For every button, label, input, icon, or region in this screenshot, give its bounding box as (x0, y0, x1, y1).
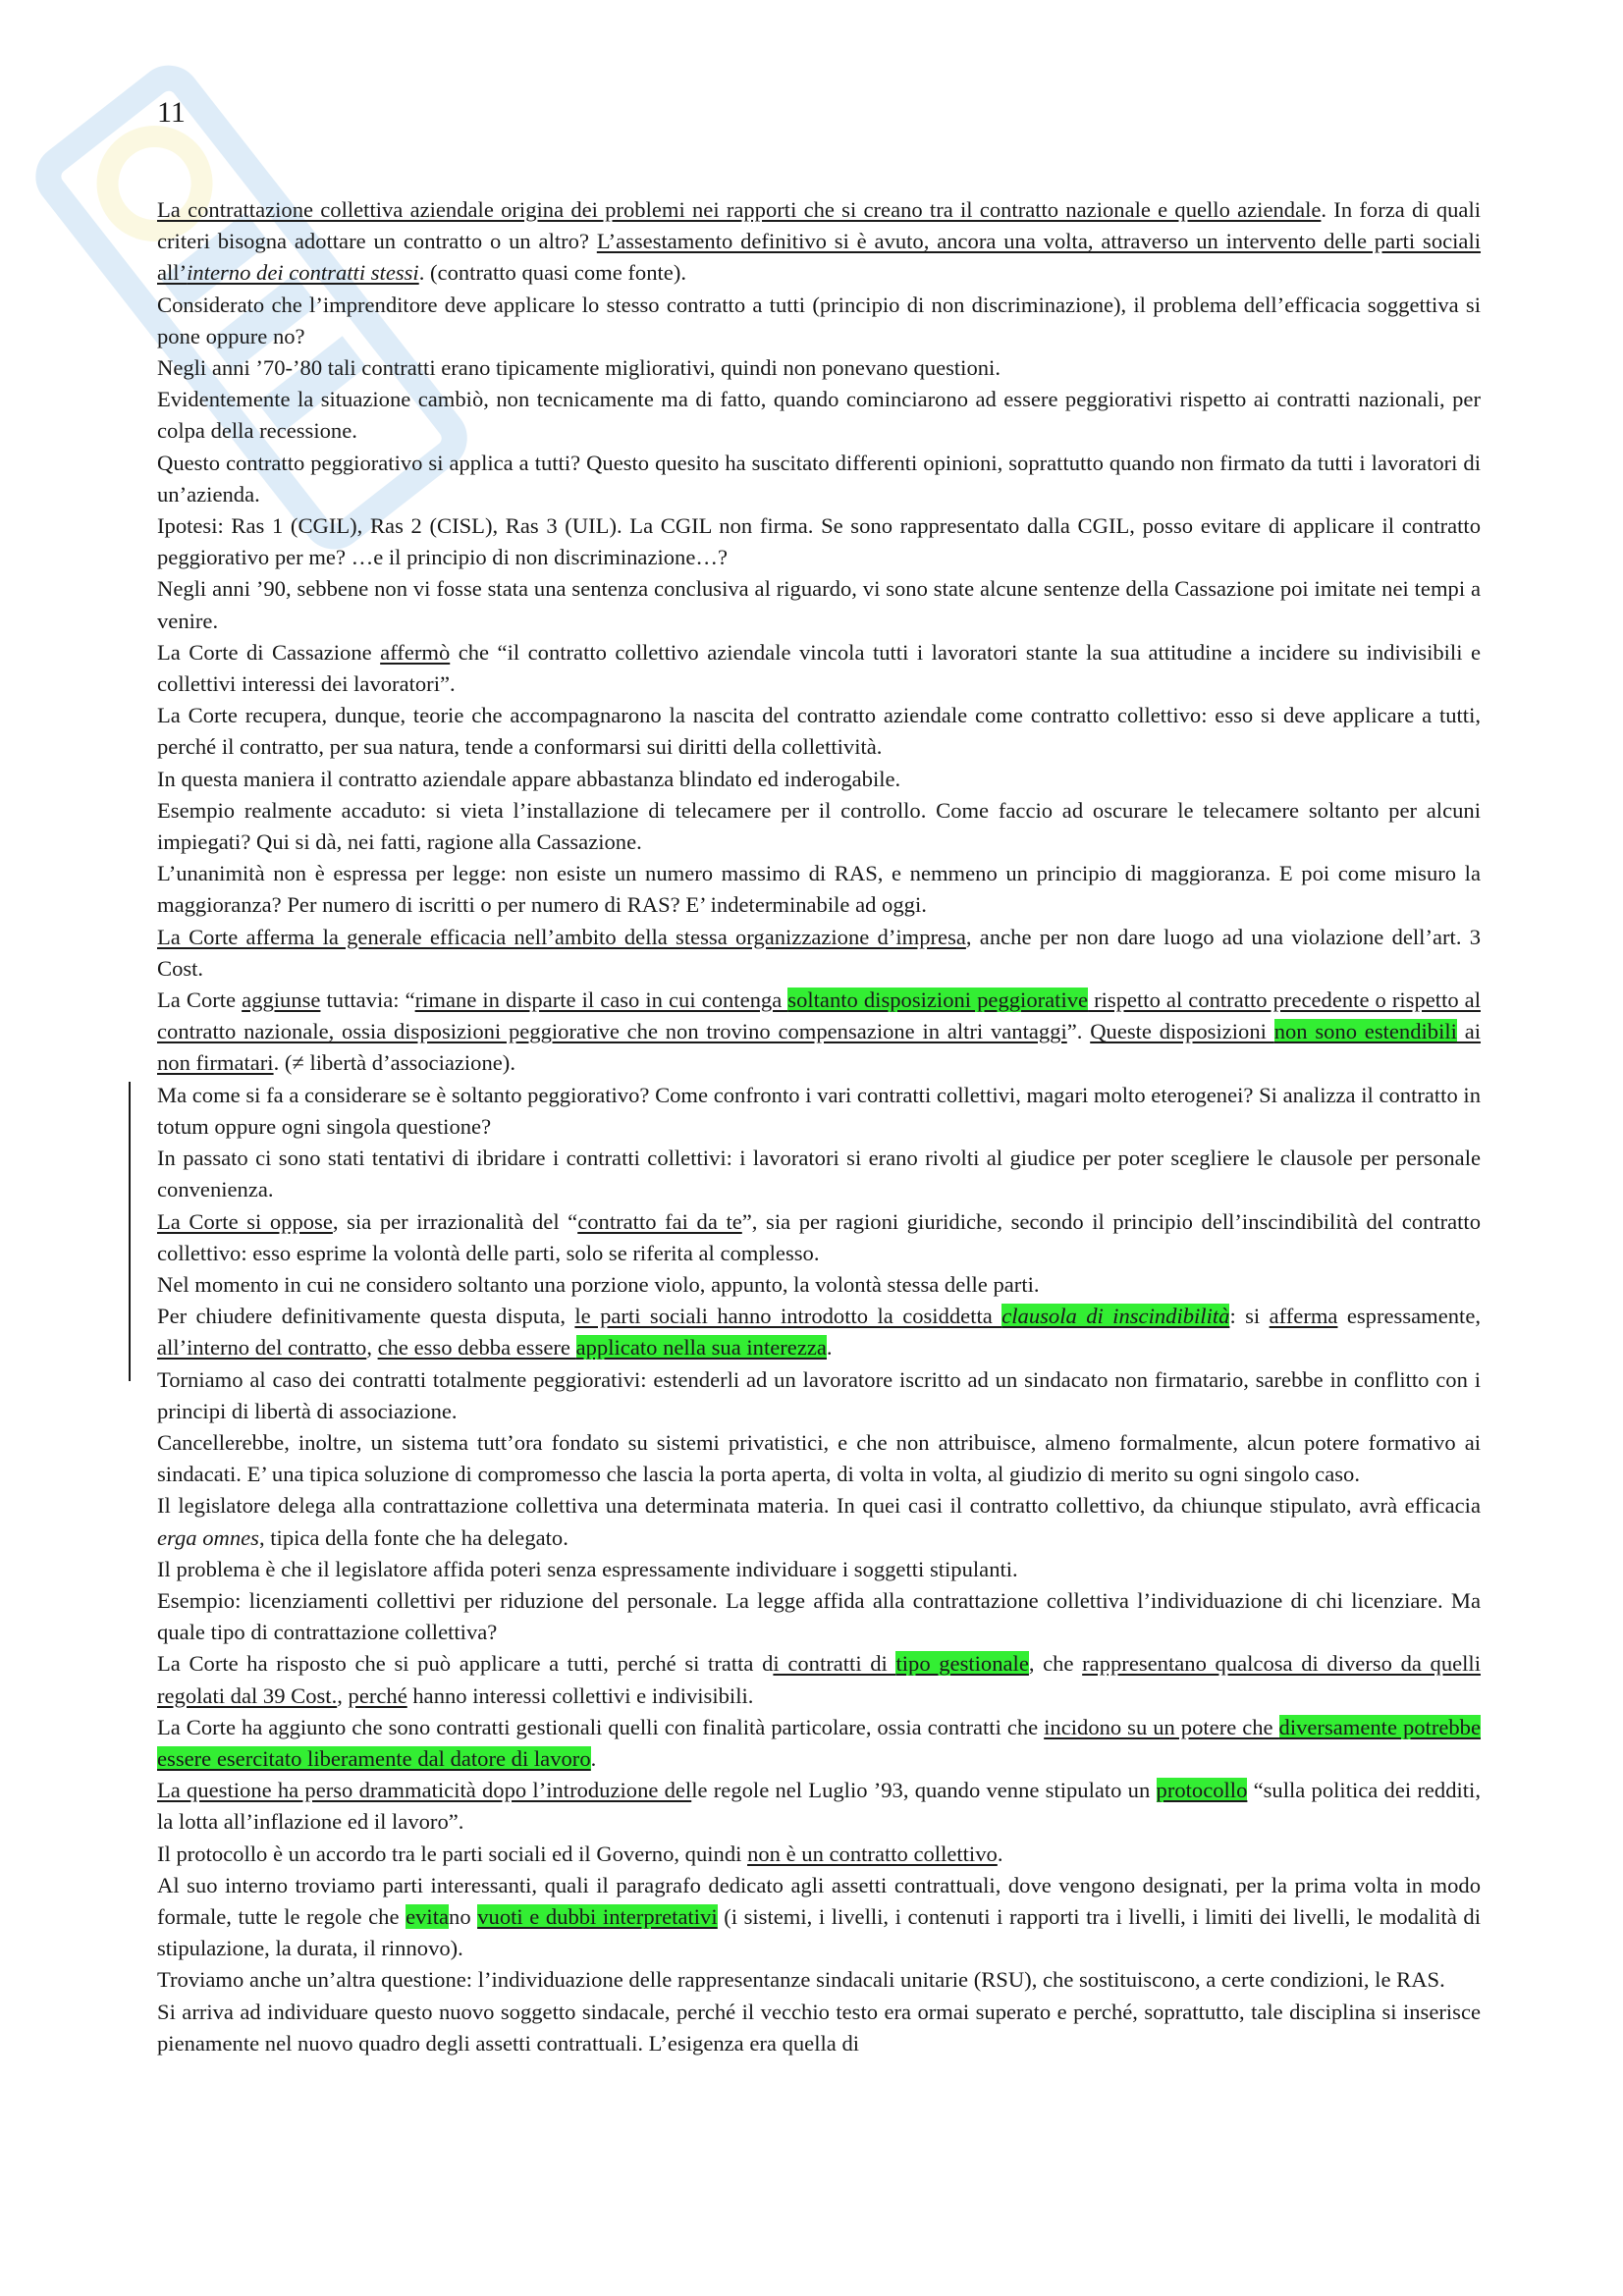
paragraph (157, 384, 1481, 447)
text-run: hanno interessi collettivi e indivisibili. (406, 1682, 754, 1708)
text-run: Si arriva ad individuare questo nuovo soggetto sindacale, perché il vecchio testo era ormai superato e perché, soprattutto, tale disciplina si inserisce pienamente nel nuovo quadro degli assetti contrattuali. L’esigenza era quella di (157, 1999, 1481, 2056)
text-run: le regole nel Luglio ’93, quando venne stipulato un (691, 1778, 1157, 1803)
text-run: erga omnes (157, 1524, 259, 1550)
paragraph (157, 573, 1481, 636)
text-run: Al suo interno troviamo parti interessanti, quali il paragrafo dedicato agli assetti contrattuali, dove vengono designati, per la prima volta in modo formale, tutte le regole che (157, 1872, 1481, 1929)
text-run: Cancellerebbe, inoltre, un sistema tutt’ora fondato su sistemi privatistici, e che non attribuisce, almeno formalmente, alcun potere formativo ai sindacati. E’ una tipica soluzione di compromesso che lascia la porta aperta, di volta in volta, al giudizio di merito su ogni singolo caso. (157, 1429, 1481, 1487)
underlined-text: rimane in disparte il caso in cui contenga (414, 988, 788, 1013)
paragraph (157, 700, 1481, 763)
text-run: che “il contratto collettivo aziendale vincola tutti i lavoratori stante la sua attitudine a incidere su indivisibili e collettivi interessi dei lavoratori”. (157, 639, 1481, 697)
paragraph (157, 922, 1481, 985)
paragraph (157, 1554, 1481, 1585)
underlined-text: ai non firmatari (157, 1019, 1482, 1076)
underlined-text: La contrattazione collettiva aziendale origina dei problemi nei rapporti che si creano tra il contratto nazionale e quello aziendale (157, 197, 1322, 222)
text-run: Esempio: licenziamenti collettivi per riduzione del personale. La legge affida alla contrattazione collettiva l’individuazione di chi licenziare. Ma quale tipo di contrattazione collettiva? (157, 1587, 1481, 1645)
revision-bar (129, 1082, 131, 1381)
paragraph (157, 1080, 1481, 1143)
text-run: tuttavia: “ (320, 988, 415, 1013)
text-run: (i sistemi, i livelli, i contenuti i rapporti tra i livelli, i limiti dei livelli, le modalità di stipulazione, la durata, il rinnovo). (157, 1903, 1482, 1961)
text-run: Esempio realmente accaduto: si vieta l’installazione di telecamere per il controllo. Come faccio ad oscurare le telecamere soltanto per alcuni impiegati? Qui si dà, nei fatti, ragione alla Cassazione. (157, 797, 1481, 855)
paragraph (157, 352, 1481, 384)
text-run: La Corte ha aggiunto che sono contratti gestionali quelli con finalità particolare, ossia contratti che (157, 1714, 1045, 1739)
underlined-text: interno dei contratti stessi (187, 260, 419, 286)
paragraph (157, 637, 1481, 700)
highlighted-text: applicato nella sua interezza (575, 1335, 827, 1361)
text-run: Evidentemente la situazione cambiò, non tecnicamente ma di fatto, quando cominciarono ad essere peggiorativi rispetto ai contratti nazionali, per colpa della recessione. (157, 387, 1481, 444)
paragraph (157, 1269, 1481, 1301)
paragraph (157, 1870, 1481, 1965)
text-run: La Corte di Cassazione (157, 639, 381, 665)
text-run: , che (1028, 1651, 1083, 1677)
text-run: Considerato che l’imprenditore deve applicare lo stesso contratto a tutti (principio di non discriminazione), il problema dell’efficacia soggettiva si pone oppure no? (157, 292, 1481, 348)
underlined-text: le parti sociali hanno introdotto la cosiddetta (574, 1304, 1002, 1329)
underlined-text: affermò (380, 639, 451, 665)
paragraph (157, 1839, 1481, 1870)
text-run: ”, sia per ragioni giuridiche, secondo il principio dell’inscindibilità del contratto collettivo: esso esprime la volontà delle parti, solo se riferita al complesso. (157, 1208, 1481, 1265)
text-run: . In forza di quali criteri bisogna adottare un contratto o un altro? (157, 197, 1482, 254)
highlighted-text: evita (406, 1903, 450, 1929)
highlighted-text: tipo gestionale (895, 1651, 1029, 1677)
text-run: , sia per irrazionalità del “ (332, 1208, 578, 1234)
underlined-text: non è un contratto collettivo (747, 1841, 998, 1866)
paragraph (157, 1712, 1481, 1775)
underlined-text: L’assestamento definitivo si è avuto, ancora una volta, attraverso un intervento delle parti sociali all’ (157, 229, 1482, 286)
highlighted-text: non sono estendibili (1273, 1019, 1457, 1044)
paragraph (157, 1427, 1481, 1490)
text-run: Per chiudere definitivamente questa disputa, (157, 1304, 575, 1329)
text-run: . (contratto quasi come fonte). (418, 260, 687, 286)
text-run: Negli anni ’70-’80 tali contratti erano tipicamente migliorativi, quindi non ponevano questioni. (157, 355, 1001, 381)
paragraph (157, 290, 1481, 352)
text-run: Torniamo al caso dei contratti totalmente peggiorativi: estenderli ad un lavoratore iscritto ad un sindacato non firmatario, sarebbe in conflitto con i principi di libertà di associazione. (157, 1366, 1481, 1423)
underlined-text: all’interno del contratto (157, 1335, 367, 1361)
text-run: Il protocollo è un accordo tra le parti sociali ed il Governo, quindi (157, 1841, 748, 1866)
text-run: ”. (1066, 1019, 1091, 1044)
highlighted-text: diversamente potrebbe essere esercitato liberamente dal datore di lavoro (157, 1714, 1481, 1771)
text-run: Troviamo anche un’altra questione: l’individuazione delle rappresentanze sindacali unitarie (RSU), che sostituiscono, a certe condizioni, le RAS. (157, 1967, 1445, 1993)
text-run: Il legislatore delega alla contrattazione collettiva una determinata materia. In quei casi il contratto collettivo, da chiunque stipulato, avrà efficacia (157, 1493, 1481, 1519)
paragraph (157, 194, 1481, 290)
paragraph (157, 985, 1481, 1080)
paragraph (157, 1364, 1481, 1427)
paragraph (157, 1997, 1481, 2059)
underlined-text: Queste disposizioni (1090, 1019, 1274, 1044)
paragraph (157, 1301, 1481, 1363)
text-run: Ipotesi: Ras 1 (CGIL), Ras 2 (CISL), Ras 3 (UIL). La CGIL non firma. Se sono rappresentato dalla CGIL, posso evitare di applicare il contratto peggiorativo per me? …e il principio di non discriminazione…? (157, 513, 1481, 570)
paragraph (157, 1143, 1481, 1205)
document-body (157, 194, 1481, 2059)
text-run: . (997, 1841, 1003, 1866)
highlighted-text: soltanto disposizioni peggiorative (787, 988, 1089, 1013)
text-run: , tipica della fonte che ha delegato. (258, 1524, 568, 1550)
underlined-text: La Corte afferma la generale efficacia nell’ambito della stessa organizzazione d’impresa (157, 924, 966, 949)
text-run: . (590, 1745, 597, 1771)
text-run: Il problema è che il legislatore affida poteri senza espressamente individuare i soggetti stipulanti. (157, 1556, 1018, 1581)
paragraph (157, 795, 1481, 858)
text-run: In questa maniera il contratto aziendale appare abbastanza blindato ed inderogabile. (157, 766, 901, 791)
paragraph (157, 510, 1481, 573)
underlined-text: i contratti di (773, 1651, 896, 1677)
highlighted-text: vuoti e dubbi interpretativi (477, 1903, 718, 1929)
text-run: La Corte recupera, dunque, teorie che accompagnarono la nascita del contratto aziendale come contratto collettivo: esso si deve applicare a tutti, perché il contratto, per sua natura, tende a conformarsi sui diritti della collettività. (157, 703, 1481, 760)
text-run: , (366, 1335, 378, 1361)
highlighted-text: clausola di inscindibilità (1001, 1304, 1230, 1329)
paragraph (157, 764, 1481, 795)
paragraph (157, 1585, 1481, 1648)
text-run: La Corte (157, 988, 243, 1013)
underlined-text: rappresentano qualcosa di diverso da quelli regolati dal 39 Cost. (157, 1651, 1481, 1708)
text-run: Questo contratto peggiorativo si applica a tutti? Questo quesito ha suscitato differenti opinioni, soprattutto quando non firmato da tutti i lavoratori di un’azienda. (157, 450, 1481, 507)
paragraph (157, 1648, 1481, 1711)
underlined-text: aggiunse (242, 988, 321, 1013)
text-run: no (449, 1903, 478, 1929)
highlighted-text: protocollo (1156, 1778, 1248, 1803)
text-run: L’unanimità non è espressa per legge: non esiste un numero massimo di RAS, e nemmeno un principio di maggioranza. E poi come misuro la maggioranza? Per numero di iscritti o per numero di RAS? E’ indeterminabile ad oggi. (157, 861, 1481, 918)
text-run: espressamente, (1337, 1304, 1482, 1329)
underlined-text: rispetto al contratto precedente o rispetto al contratto nazionale, ossia disposizioni peggiorative che non trovino compensazione in altri vantaggi (157, 988, 1481, 1044)
paragraph (157, 1964, 1481, 1996)
text-run: In passato ci sono stati tentativi di ibridare i contratti collettivi: i lavoratori si erano rivolti al giudice per poter scegliere le clausole per personale convenienza. (157, 1146, 1481, 1202)
underlined-text: che esso debba essere (377, 1335, 576, 1361)
text-run: Negli anni ’90, sebbene non vi fosse stata una sentenza conclusiva al riguardo, vi sono state alcune sentenze della Cassazione poi imitate nei tempi a venire. (157, 576, 1481, 633)
underlined-text: afferma (1269, 1304, 1338, 1329)
underlined-text: contratto fai da te (577, 1208, 742, 1234)
text-run: . (826, 1335, 833, 1361)
text-run: Ma come si fa a considerare se è soltanto peggiorativo? Come confronto i vari contratti collettivi, magari molto eterogenei? Si analizza il contratto in totum oppure ogni singola questione? (157, 1082, 1481, 1139)
underlined-text: incidono su un potere che (1044, 1714, 1279, 1739)
text-run: . (≠ libertà d’associazione). (273, 1050, 515, 1076)
page-number: 11 (157, 96, 186, 129)
text-run: “sulla politica dei redditi, la lotta all’inflazione ed il lavoro”. (157, 1778, 1481, 1835)
paragraph (157, 1490, 1481, 1553)
paragraph (157, 448, 1481, 510)
paragraph (157, 858, 1481, 921)
text-run: , (337, 1682, 349, 1708)
underlined-text: La Corte si oppose (157, 1208, 333, 1234)
underlined-text: La questione ha perso drammaticità dopo l’introduzione del (157, 1778, 692, 1803)
paragraph (157, 1775, 1481, 1838)
underlined-text: perché (348, 1682, 407, 1708)
text-run: La Corte ha risposto che si può applicare a tutti, perché si tratta d (157, 1651, 774, 1677)
text-run: Nel momento in cui ne considero soltanto una porzione violo, appunto, la volontà stessa delle parti. (157, 1271, 1040, 1297)
paragraph (157, 1206, 1481, 1269)
text-run: , anche per non dare luogo ad una violazione dell’art. 3 Cost. (157, 924, 1482, 981)
text-run: : si (1229, 1304, 1270, 1329)
